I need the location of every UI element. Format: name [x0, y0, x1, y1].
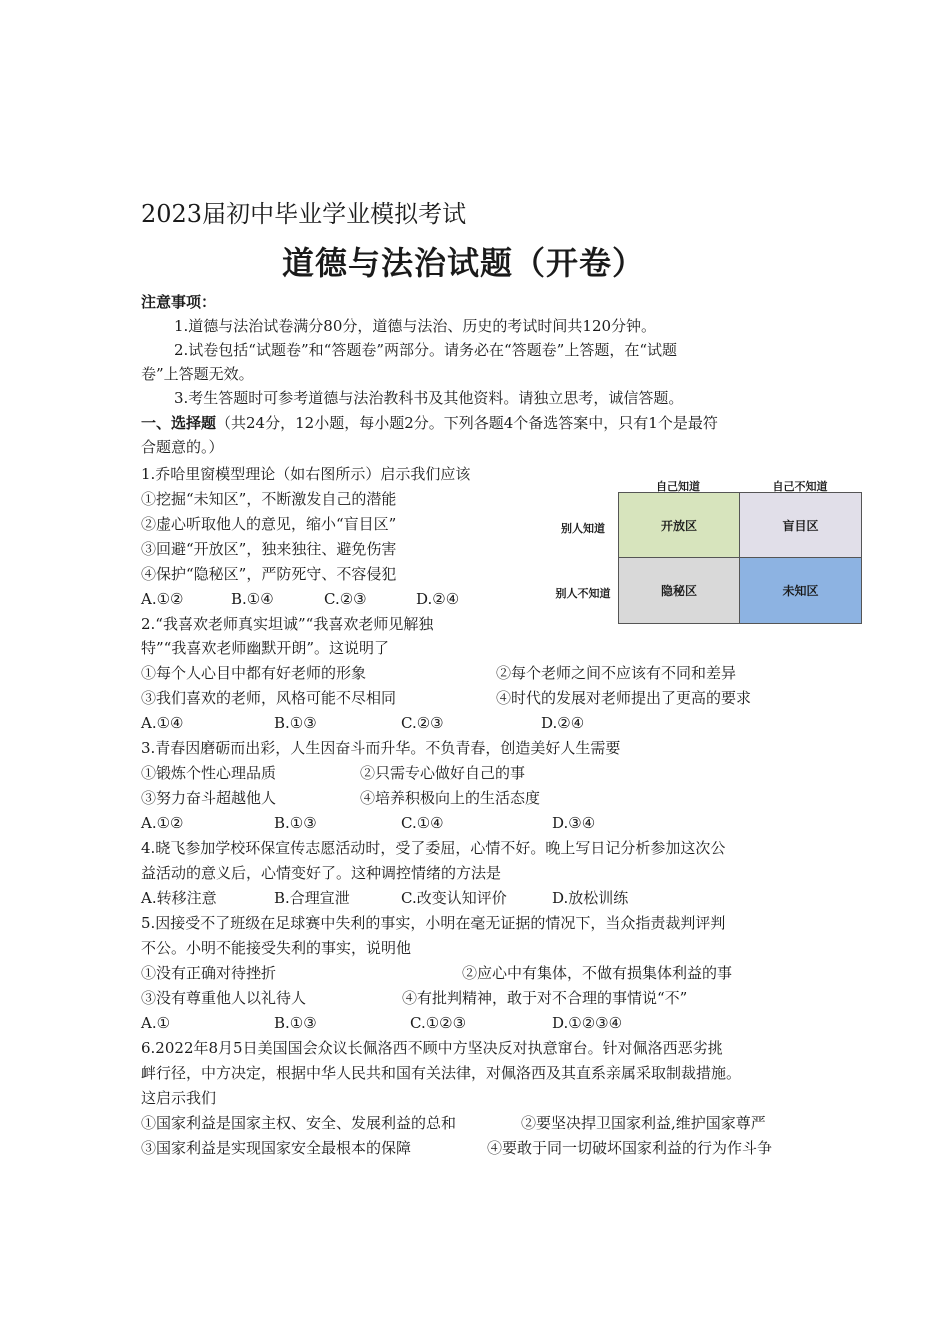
- q2-stem-line-1: 2.“我喜欢老师真实坦诚”“我喜欢老师见解独: [141, 615, 434, 633]
- johari-row-others-known: 别人知道: [561, 522, 605, 535]
- q5-option-4: ④有批判精神，敢于对不合理的事情说“不”: [402, 989, 688, 1007]
- section-1-desc-cont: 合题意的。）: [141, 438, 224, 456]
- johari-open-area: 开放区: [619, 493, 740, 558]
- q3-option-3: ③努力奋斗超越他人: [141, 789, 277, 807]
- johari-blind-area: 盲目区: [740, 493, 861, 558]
- q3-stem: 3.青春因磨砺而出彩，人生因奋斗而升华。不负青春，创造美好人生需要: [141, 739, 621, 757]
- johari-row-others-unknown: 别人不知道: [555, 587, 611, 600]
- q3-choice-d: D.③④: [552, 814, 596, 832]
- q2-choice-b: B.①③: [274, 714, 317, 732]
- q2-choice-a: A.①④: [141, 714, 184, 732]
- q2-option-4: ④时代的发展对老师提出了更高的要求: [496, 689, 752, 707]
- q4-choice-c: C.改变认知评价: [401, 889, 507, 907]
- johari-col-self-known: 自己知道: [656, 480, 700, 493]
- q4-choice-a: A.转移注意: [141, 889, 217, 907]
- johari-grid: [618, 492, 862, 624]
- q5-choice-a: A.①: [141, 1014, 171, 1032]
- q5-option-1: ①没有正确对待挫折: [141, 964, 277, 982]
- q5-choice-d: D.①②③④: [552, 1014, 623, 1032]
- q5-stem-line-1: 5.因接受不了班级在足球赛中失利的事实，小明在毫无证据的情况下，当众指责裁判评判: [141, 914, 726, 932]
- q1-stem: 1.乔哈里窗模型理论（如右图所示）启示我们应该: [141, 465, 471, 483]
- exam-subtitle: 2023届初中毕业学业模拟考试: [141, 200, 467, 228]
- q2-choice-d: D.②④: [541, 714, 585, 732]
- q1-choice-d: D.②④: [416, 590, 460, 608]
- q3-option-1: ①锻炼个性心理品质: [141, 764, 277, 782]
- section-1-desc: （共24分，12小题，每小题2分。下列各题4个备选答案中，只有1个是最符: [216, 414, 718, 432]
- johari-unknown-area: 未知区: [740, 558, 861, 623]
- notice-item-2-cont: 卷”上答题无效。: [141, 365, 254, 383]
- q2-option-1: ①每个人心目中都有好老师的形象: [141, 664, 367, 682]
- q1-choice-c: C.②③: [324, 590, 367, 608]
- q6-stem-line-3: 这启示我们: [141, 1089, 217, 1107]
- q2-stem-line-2: 特”“我喜欢老师幽默开朗”。这说明了: [141, 639, 390, 657]
- q4-stem-line-1: 4.晓飞参加学校环保宣传志愿活动时，受了委屈，心情不好。晚上写日记分析参加这次公: [141, 839, 726, 857]
- johari-col-self-unknown: 自己不知道: [772, 480, 828, 493]
- q5-option-3: ③没有尊重他人以礼待人: [141, 989, 307, 1007]
- q2-option-2: ②每个老师之间不应该有不同和差异: [496, 664, 737, 682]
- q1-choice-b: B.①④: [231, 590, 274, 608]
- q2-option-3: ③我们喜欢的老师，风格可能不尽相同: [141, 689, 397, 707]
- q1-choice-a: A.①②: [141, 590, 184, 608]
- q4-choice-b: B.合理宣泄: [274, 889, 350, 907]
- q6-stem-line-2: 衅行径，中方决定，根据中华人民共和国有关法律，对佩洛西及其直系亲属采取制裁措施。: [141, 1064, 742, 1082]
- section-1-label: 一、选择题: [141, 414, 217, 432]
- q5-choice-c: C.①②③: [410, 1014, 467, 1032]
- q1-option-4: ④保护“隐秘区”，严防死守、不容侵犯: [141, 565, 397, 583]
- johari-window-diagram: [548, 478, 868, 630]
- q4-stem-line-2: 益活动的意义后，心情变好了。这种调控情绪的方法是: [141, 864, 502, 882]
- notice-item-3: 3.考生答题时可参考道德与法治教科书及其他资料。请独立思考，诚信答题。: [174, 389, 684, 407]
- q5-choice-b: B.①③: [274, 1014, 317, 1032]
- q6-option-4: ④要敢于同一切破坏国家利益的行为作斗争: [487, 1139, 773, 1157]
- q3-choice-b: B.①③: [274, 814, 317, 832]
- q3-option-2: ②只需专心做好自己的事: [360, 764, 526, 782]
- q6-option-2: ②要坚决捍卫国家利益,维护国家尊严: [521, 1114, 766, 1132]
- q6-option-1: ①国家利益是国家主权、安全、发展利益的总和: [141, 1114, 457, 1132]
- notice-heading: 注意事项：: [141, 293, 217, 311]
- johari-hidden-area: 隐秘区: [619, 558, 740, 623]
- notice-item-1: 1.道德与法治试卷满分80分，道德与法治、历史的考试时间共120分钟。: [174, 317, 657, 335]
- q1-option-2: ②虚心听取他人的意见，缩小“盲目区”: [141, 515, 397, 533]
- q5-stem-line-2: 不公。小明不能接受失利的事实，说明他: [141, 939, 412, 957]
- q6-option-3: ③国家利益是实现国家安全最根本的保障: [141, 1139, 412, 1157]
- q6-stem-line-1: 6.2022年8月5日美国国会众议长佩洛西不顾中方坚决反对执意窜台。针对佩洛西恶劣挑: [141, 1039, 723, 1057]
- q4-choice-d: D.放松训练: [552, 889, 629, 907]
- q1-option-3: ③回避“开放区”，独来独往、避免伤害: [141, 540, 397, 558]
- exam-title: 道德与法治试题（开卷）: [282, 244, 646, 282]
- q3-option-4: ④培养积极向上的生活态度: [360, 789, 541, 807]
- q3-choice-c: C.①④: [401, 814, 444, 832]
- q1-option-1: ①挖掘“未知区”，不断激发自己的潜能: [141, 490, 397, 508]
- q2-choice-c: C.②③: [401, 714, 444, 732]
- section-1-header: [141, 411, 718, 436]
- q5-option-2: ②应心中有集体，不做有损集体利益的事: [462, 964, 733, 982]
- q3-choice-a: A.①②: [141, 814, 184, 832]
- notice-item-2: 2.试卷包括“试题卷”和“答题卷”两部分。请务必在“答题卷”上答题，在“试题: [174, 341, 677, 359]
